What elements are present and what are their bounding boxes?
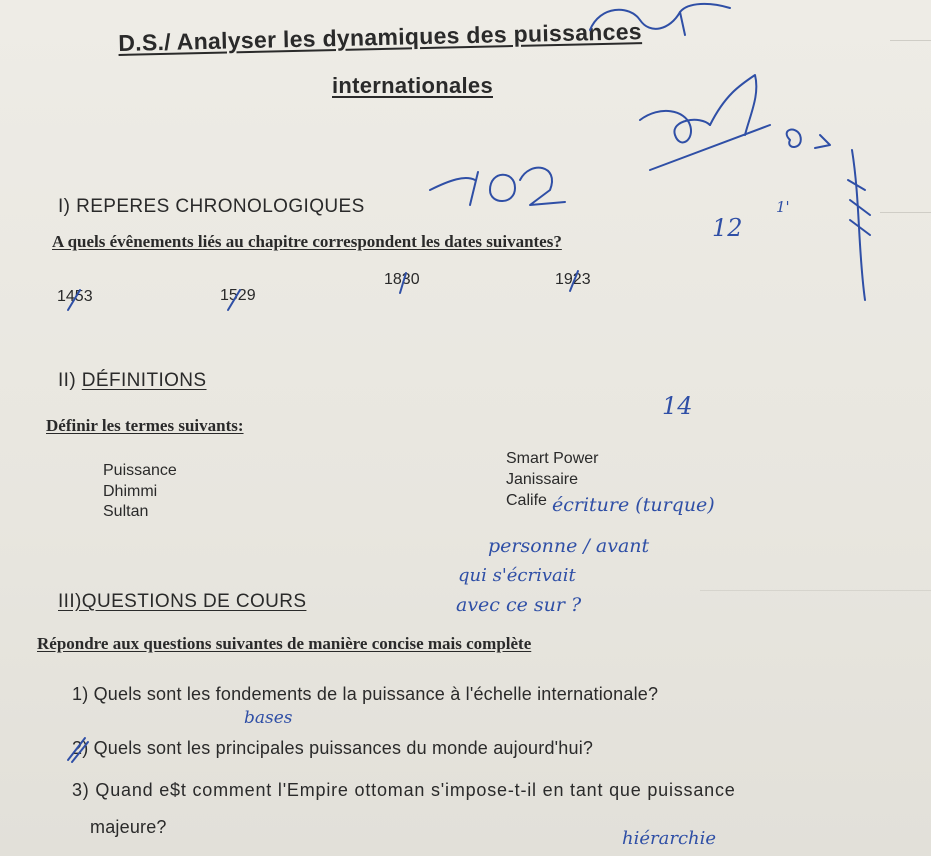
section1-heading [58, 196, 365, 218]
date-1453: 1453 [57, 288, 93, 305]
question-3-line2: majeure? [90, 817, 167, 837]
paper-crease [700, 590, 931, 591]
handwritten-note-q1: bases [244, 708, 293, 728]
section1-heading-text: I) REPERES CHRONOLOGIQUES [58, 196, 365, 217]
section2-heading-text: DÉFINITIONS [81, 370, 207, 391]
section3-instruction: Répondre aux questions suivantes de manière concise mais complète [37, 634, 532, 653]
ink-date-strokes [50, 265, 610, 315]
paper-crease [890, 40, 931, 41]
term-janissaire: Janissaire [506, 471, 579, 488]
handwritten-note-line2: personne / avant [488, 535, 650, 557]
term-dhimmi: Dhimmi [103, 483, 158, 500]
document-title-line1: D.S./ Analyser les dynamiques des puissances [118, 18, 643, 56]
term-puissance: Puissance [103, 462, 177, 479]
ink-scribble-right-top [630, 65, 780, 185]
handwritten-note-q3: hiérarchie [622, 828, 717, 849]
ink-scribble-section1 [420, 150, 570, 220]
term-sultan: Sultan [103, 503, 149, 520]
question-1: 1) Quels sont les fondements de la puissance à l'échelle internationale? [72, 684, 659, 704]
date-1923: 1923 [555, 271, 591, 288]
section1-instruction: A quels évênements liés au chapitre correspondent les dates suivantes? [52, 232, 562, 251]
question-2: 2) Quels sont les principales puissances du monde aujourd'hui? [72, 738, 594, 758]
handwritten-score-section2: 14 [662, 392, 693, 420]
handwritten-note-calife: écriture (turque) [552, 494, 715, 516]
section2-heading [58, 370, 207, 392]
term-calife: Calife [506, 492, 547, 509]
question-3-line1: 3) Quand e$t comment l'Empire ottoman s'impose-t-il en tant que puissance [72, 780, 736, 800]
term-smart-power: Smart Power [506, 450, 599, 467]
document-title-line2: internationales [332, 73, 493, 98]
section2-heading-prefix: II) [58, 370, 82, 391]
date-1830: 1830 [384, 271, 420, 288]
section2-instruction: Définir les termes suivants: [46, 416, 244, 435]
handwritten-score-section1: 12 [712, 214, 743, 242]
handwritten-note-line3: qui s'écrivait [458, 565, 576, 586]
handwritten-note-line4: avec ce sur ? [456, 594, 582, 616]
paper-crease [880, 212, 931, 213]
handwritten-margin-note: 1' [776, 198, 790, 216]
date-1529: 1529 [220, 287, 256, 304]
section3-heading [58, 591, 306, 613]
section3-heading-text: III)QUESTIONS DE COURS [58, 591, 307, 612]
